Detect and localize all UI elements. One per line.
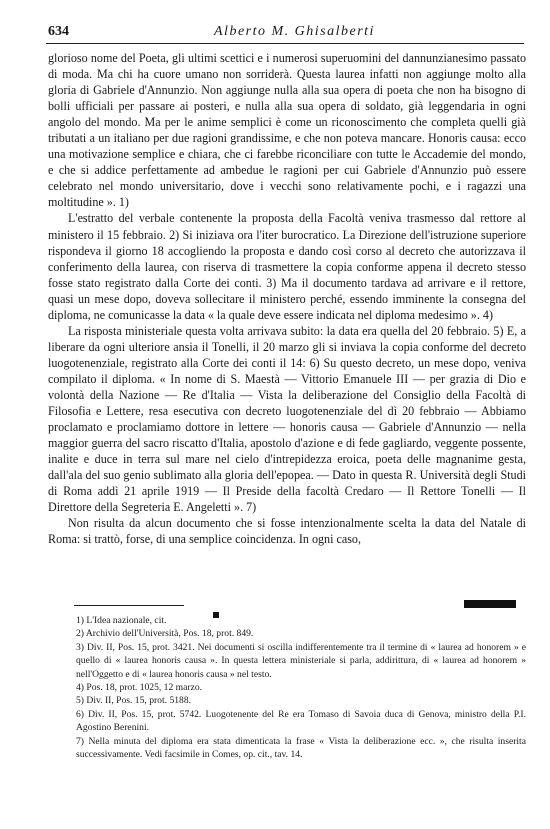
footnote-1: 1) L'Idea nazionale, cit. [76, 615, 167, 626]
paragraph-4: Non risulta da alcun documento che si fosse intenzionalmente scelta la data del Natale di Roma: si trattò, forse, di una semplice coincidenza. In ogni caso, [48, 516, 526, 547]
ink-mark [464, 600, 516, 608]
running-head: Alberto M. Ghisalberti [214, 24, 375, 39]
header-rule [46, 43, 524, 44]
paragraph-2: L'estratto del verbale contenente la proposta della Facoltà veniva trasmesso dal rettore al ministero il 15 febbraio. 2) Si iniziava ora l'iter burocratico. La Direzione dell'istruzione superiore rispondeva il giorno 18 accogliendo la proposta e dando così corso al decreto che autorizzava il conferimento della laurea, con riserva di trasmettere la copia conforme appena il decreto stesso fosse stato registrato dalla Corte dei conti. 3) Ma il documento tardava ad arrivare e il rettore, quasi un mese dopo, doveva sollecitare il ministero perché, essendo imminente la consegna del diploma, ne comunicasse la data « la quale deve essere indicata nel diploma medesimo ». 4) [48, 211, 526, 322]
main-text [48, 50, 526, 547]
footnote-7: 7) Nella minuta del diploma era stata dimenticata la frase « Vista la deliberazione ecc. », che risulta inserita successivamente. Vedi facsimile in Comes, op. cit., tav. 14. [76, 735, 526, 761]
footnote-5: 5) Div. II, Pos. 15, prot. 5188. [76, 695, 192, 707]
footnote-separator [74, 605, 184, 606]
footnote-4: 4) Pos. 18, prot. 1025, 12 marzo. [76, 682, 203, 694]
paragraph-1: glorioso nome del Poeta, gli ultimi scettici e i numerosi superuomini del dannunzianesimo passato di moda. Ma chi ha cuore umano non sorriderà. Questa laurea infatti non aggiunge molto alla gloria di Gabriele d'Annunzio. Non aggiunge nulla alla sua opera di poeta che non ha bisogno di bolli ufficiali per passare ai posteri, e nulla alla sua opera di soldato, già leggendaria in ogni angolo del mondo. Ma per le anime semplici è come un riconoscimento che completa quelli già tributati a un italiano per due ragioni grandissime, e che non poteva mancare. Honoris causa: ecco una motivazione semplice e chiara, che ci farebbe riconciliare con tutte le Accademie del mondo, e che si addice perfettamente ad ambedue le ragioni per cui Gabriele d'Annunzio può essere celebrato nel mondo universitario, dove i vecchi sono relativamente pochi, e i ragazzi una moltitudine ». 1) [48, 51, 526, 210]
paragraph-3: La risposta ministeriale questa volta arrivava subito: la data era quella del 20 febbraio. 5) E, a liberare da ogni ulteriore ansia il Tonelli, il 20 marzo gli si inviava la copia conforme del decreto luogotenenziale, registrato alla Corte dei conti il 14: 6) Su questo decreto, un mese dopo, veniva compilato il diploma. « In nome di S. Maestà — Vittorio Emanuele III — per grazia di Dio e volontà della Nazione — Re d'Italia — Vista la deliberazione del Consiglio della Facoltà di Filosofia e Lettere, resa esecutiva con decreto luogotenenziale del dì 20 febbraio — Abbiamo proclamato e proclamiamo dottore in lettere — honoris causa — Gabriele d'Annunzio — nella maggior guerra del sacro riscatto d'Italia, apostolo d'azione e di fede gagliardo, veggente possente, inalite e duce in terra sul mare nel cielo d'intrepidezza eroica, poeta delle magnanime gesta, dall'ala del suo genio sublimato alla gloria dell'epopea. — Dato in questa R. Università degli Studi di Roma addì 21 aprile 1919 — Il Preside della facoltà Credaro — Il Rettore Tonelli — Il Direttore della Segreteria E. Angeletti ». 7) [48, 323, 526, 515]
footnote-2: 2) Archivio dell'Università, Pos. 18, prot. 849. [76, 628, 254, 640]
page-number: 634 [48, 24, 69, 39]
footnotes [48, 614, 526, 761]
footnote-3: 3) Div. II, Pos. 15, prot. 3421. Nei documenti si oscilla indifferentemente tra il termine di « laurea ad honorem » e quello di « laurea honoris causa ». In questa lettera ministeriale si parla, addirittura, di « laurea ad honorem » nell'Oggetto e di « laurea honoris causa » nel testo. [76, 641, 526, 680]
footnote-6: 6) Div. II, Pos. 15, prot. 5742. Luogotenente del Re era Tomaso di Savoia duca di Genova, ministro della P.I. Agostino Berenini. [76, 708, 526, 734]
page-header [0, 0, 550, 40]
